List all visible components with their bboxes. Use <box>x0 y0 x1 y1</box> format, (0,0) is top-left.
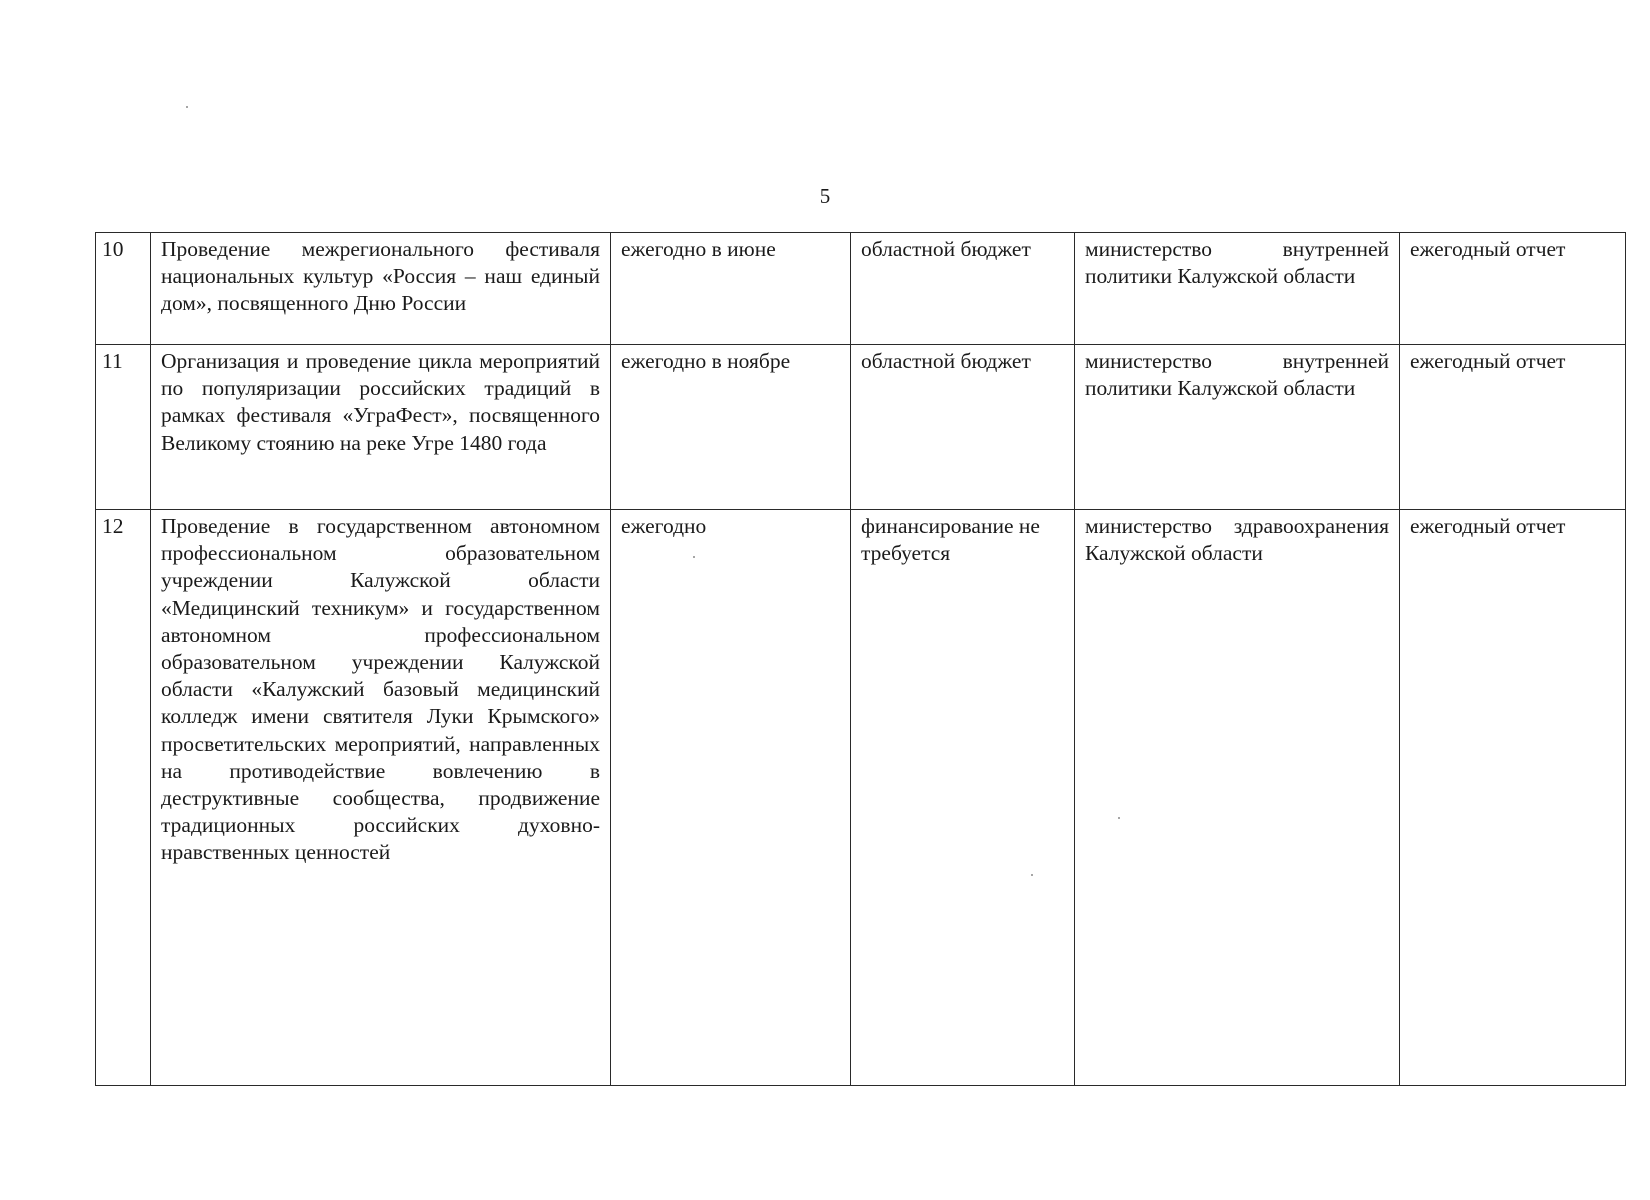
row-number-cell: 11 <box>96 345 151 510</box>
event-cell: Проведение межрегионального фестиваля национальных культур «Россия – наш единый дом», посвященного Дню России <box>151 233 611 345</box>
scan-speck <box>693 556 695 558</box>
period-cell: ежегодно в ноябре <box>611 345 851 510</box>
executor-cell: министерство внутренней политики Калужской области <box>1075 345 1400 510</box>
activities-table <box>95 232 1626 1086</box>
event-cell: Организация и проведение цикла мероприятий по популяризации российских традиций в рамках фестиваля «УграФест», посвященного Великому стоянию на реке Угре 1480 года <box>151 345 611 510</box>
executor-cell: министерство внутренней политики Калужской области <box>1075 233 1400 345</box>
funding-cell: финансирование не требуется <box>851 510 1075 1086</box>
scan-speck <box>1118 817 1120 819</box>
funding-cell: областной бюджет <box>851 233 1075 345</box>
report-cell: ежегодный отчет <box>1400 510 1626 1086</box>
scan-speck <box>1031 874 1033 876</box>
row-number-cell: 10 <box>96 233 151 345</box>
table-row <box>96 345 1626 510</box>
report-cell: ежегодный отчет <box>1400 345 1626 510</box>
funding-cell: областной бюджет <box>851 345 1075 510</box>
executor-cell: министерство здравоохранения Калужской области <box>1075 510 1400 1086</box>
report-cell: ежегодный отчет <box>1400 233 1626 345</box>
table-row <box>96 233 1626 345</box>
event-cell: Проведение в государственном автономном профессиональном образовательном учреждении Калужской области «Медицинский техникум» и государственном автономном профессиональном образовательном учреждении Калужской области «Калужский базовый медицинский колледж имени святителя Луки Крымского» просветительских мероприятий, направленных на противодействие вовлечению в деструктивные сообщества, продвижение традиционных российских духовно-нравственных ценностей <box>151 510 611 1086</box>
page-number: 5 <box>819 184 831 208</box>
period-cell: ежегодно в июне <box>611 233 851 345</box>
row-number-cell: 12 <box>96 510 151 1086</box>
scan-speck <box>186 106 188 108</box>
period-cell: ежегодно <box>611 510 851 1086</box>
table-row <box>96 510 1626 1086</box>
